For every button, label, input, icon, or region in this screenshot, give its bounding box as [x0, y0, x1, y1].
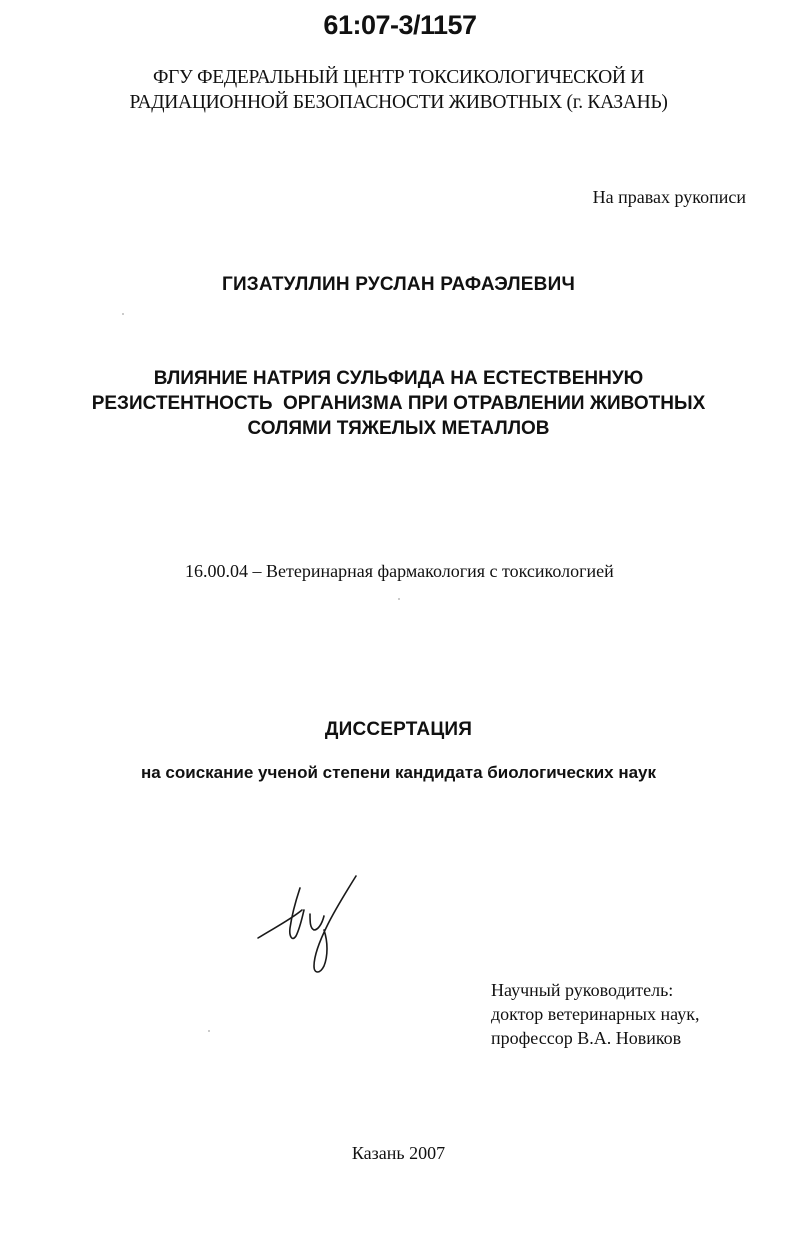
institution-line-2: РАДИАЦИОННОЙ БЕЗОПАСНОСТИ ЖИВОТНЫХ (г. КАЗАНЬ)	[129, 92, 668, 113]
supervisor-line-3: профессор В.А. Новиков	[491, 1028, 682, 1048]
supervisor-line-2: доктор ветеринарных наук,	[491, 1004, 700, 1024]
rights-note: На правах рукописи	[592, 187, 746, 207]
title-line-3: СОЛЯМИ ТЯЖЕЛЫХ МЕТАЛЛОВ	[247, 418, 550, 439]
title-line-2: РЕЗИСТЕНТНОСТЬ ОРГАНИЗМА ПРИ ОТРАВЛЕНИИ ЖИВОТНЫХ	[91, 393, 706, 414]
scan-speck	[208, 1030, 210, 1032]
supervisor-line-1: Научный руководитель:	[491, 980, 674, 1000]
dissertation-title	[0, 366, 797, 441]
title-line-1: ВЛИЯНИЕ НАТРИЯ СУЛЬФИДА НА ЕСТЕСТВЕННУЮ	[153, 368, 644, 389]
handwritten-signature	[252, 870, 362, 980]
document-type: ДИССЕРТАЦИЯ	[324, 719, 473, 740]
specialty-code: 16.00.04 – Ветеринарная фармакология с токсикологией	[185, 561, 614, 581]
degree-statement: на соискание ученой степени кандидата биологических наук	[140, 763, 657, 782]
scan-speck	[122, 313, 124, 315]
author-name: ГИЗАТУЛЛИН РУСЛАН РАФАЭЛЕВИЧ	[221, 274, 576, 295]
institution-name	[0, 65, 797, 115]
scan-speck	[398, 598, 400, 600]
supervisor-block	[491, 978, 699, 1050]
institution-line-1: ФГУ ФЕДЕРАЛЬНЫЙ ЦЕНТР ТОКСИКОЛОГИЧЕСКОЙ И	[152, 67, 645, 88]
catalog-number: 61:07-3/1157	[323, 10, 477, 40]
city-year: Казань 2007	[351, 1143, 446, 1163]
